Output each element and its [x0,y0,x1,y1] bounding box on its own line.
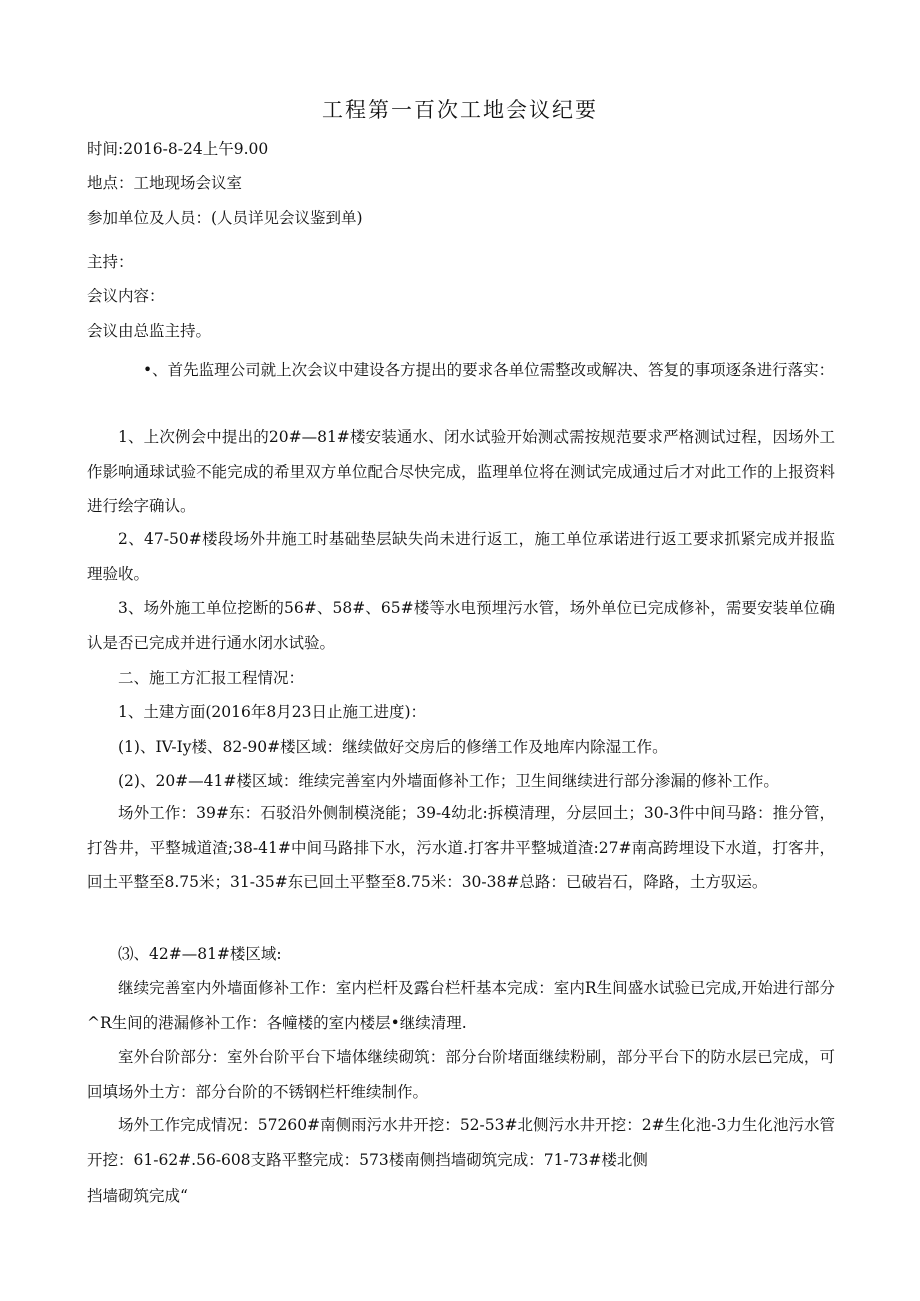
item-1: 1、上次例会中提出的20#—81#楼安装通水、闭水试验开始测忒需按规范要求严格测试过程，因场外工作影响通球试验不能完成的希里双方单位配合尽快完成，监理单位将在测试完成通过后才对此工作的上报资料进行绘字确认。 [87,428,835,515]
last-line: 挡墙砌筑完成“ [87,1187,188,1205]
zone-3-text: 继续完善室内外墙面修补工作：室内栏杆及露台栏杆基本完成：室内R生间盛水试验已完成,开始进行部分^R生间的港漏修补工作：各幢楼的室内楼层•继续清理. [87,979,835,1032]
item-2: 2、47-50#楼段场外井施工时基础垫层缺失尚未进行返工，施工单位承诺进行返工要求抓紧完成并报监理验收。 [87,530,835,583]
meeting-host: 主持： [87,253,134,271]
document-title: 工程第一百次工地会议纪要 [322,98,598,122]
section1-intro: •、首先监理公司就上次会议中建设各方提出的要求各单位需整改或解决、答复的事项逐条进行落实： [143,361,835,379]
outdoor-completion: 场外工作完成情况：57260#南侧雨污水井开挖：52-53#北侧污水井开挖：2#生化池-3力生化池污水管开挖：61-62#.56-608支路平整完成：573楼南侧挡墙砌筑完成：71-73#楼北侧 [87,1116,835,1169]
zone-1: (1)、IV-Iy楼、82-90#楼区域：继续做好交房后的修缮工作及地库内除湿工作。 [118,738,668,756]
steps-text: 室外台阶部分：室外台阶平台下墙体继续砌筑：部分台阶堵面继续粉刷，部分平台下的防水层已完成，可回填场外土方：部分台阶的不锈钢栏杆维续制作。 [87,1048,835,1101]
meeting-place: 地点：工地现场会议室 [87,174,243,192]
outdoor-work: 场外工作：39#东：石驳沿外侧制模浇能；39-4幼北:拆模清理，分层回土；30-3件中间马路：推分管，打咎井，平整城道渣;38-41#中间马路排下水，污水道.打客井平整城道渣:27#南高跨埋设下水道，打客井，回土平整至8.75米；31-35#东已回土平整至8.75米：30-38#总路：已破岩石，降路，土方驭运。 [87,804,835,891]
zone-3-heading: ⑶、42#—81#楼区域: [118,945,282,963]
item-3: 3、场外施工单位挖断的56#、58#、65#楼等水电预埋污水管，场外单位已完成修补，需要安装单位确认是否已完成并进行通水闭水试验。 [87,599,835,652]
meeting-attendees: 参加单位及人员：(人员详见会议鉴到单) [87,209,363,227]
section2-heading: 二、施工方汇报工程情况： [118,669,305,687]
civil-heading: 1、土建方面(2016年8月23日止施工进度)： [118,703,426,721]
content-label: 会议内容： [87,287,165,305]
chair-statement: 会议由总监主持。 [87,322,212,340]
meeting-time: 时间:2016-8-24上午9.00 [87,140,269,158]
zone-2: (2)、20#—41#楼区域：维续完善室内外墙面修补工作；卫生间继续进行部分渗漏的修补工作。 [118,772,779,790]
